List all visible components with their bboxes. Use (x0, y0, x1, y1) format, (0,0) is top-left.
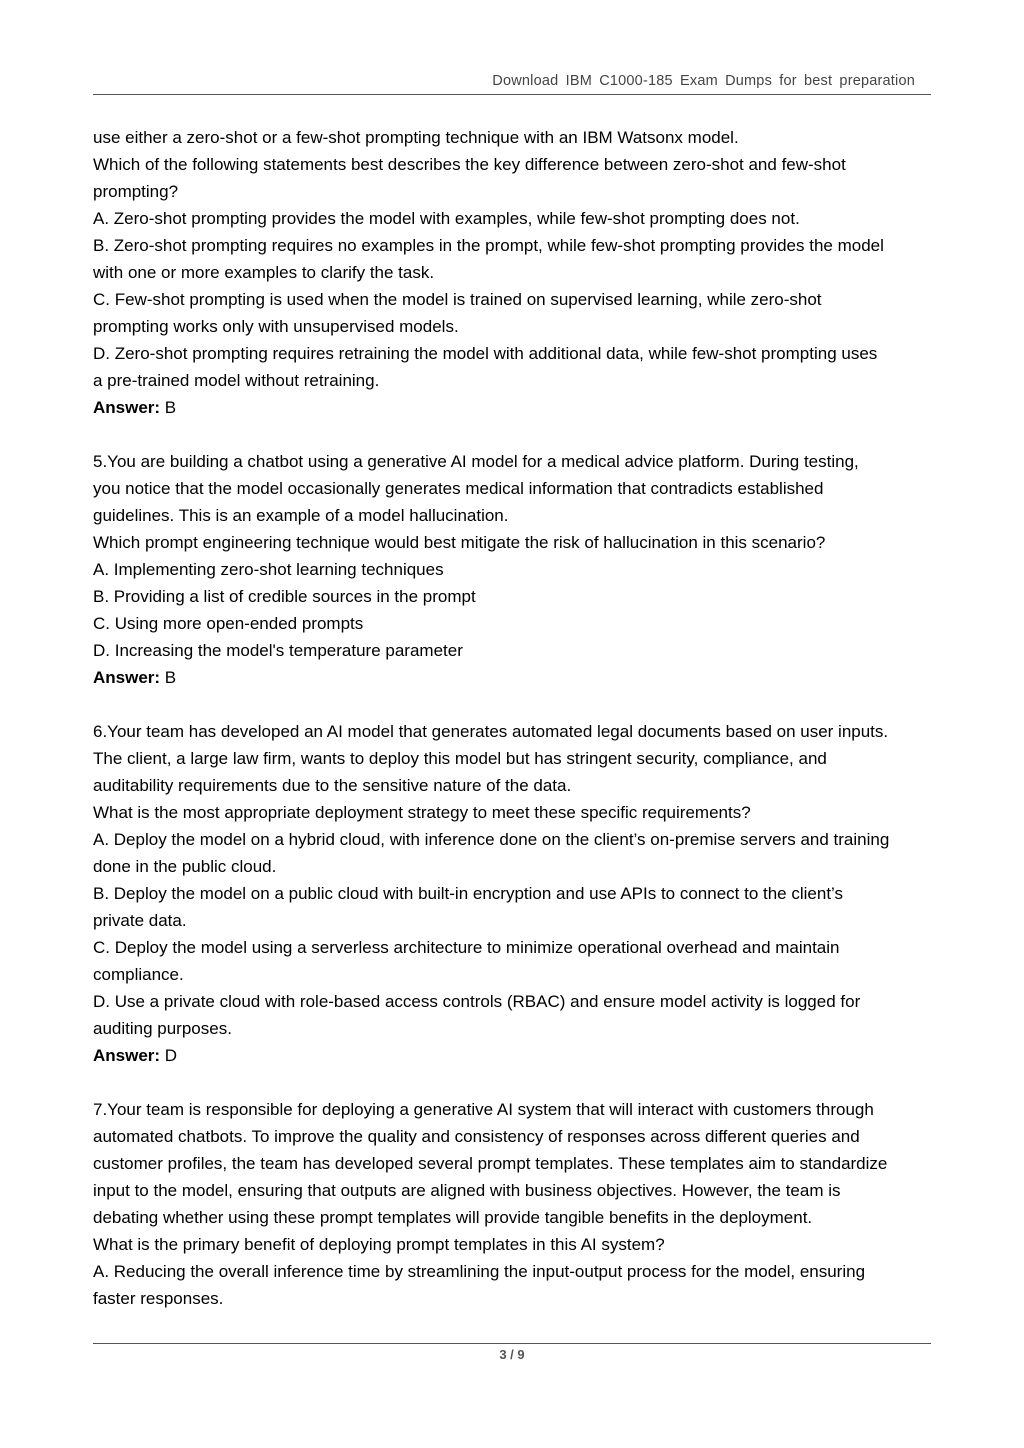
question-line: 6.Your team has developed an AI model that generates automated legal documents based on user inputs. (93, 722, 889, 741)
option-d-cont: a pre-trained model without retraining. (93, 371, 380, 390)
option-a: A. Implementing zero-shot learning techniques (93, 560, 444, 579)
option-d-cont: auditing purposes. (93, 1019, 232, 1038)
option-c: C. Using more open-ended prompts (93, 614, 364, 633)
option-c-cont: compliance. (93, 965, 184, 984)
question-line: automated chatbots. To improve the quality and consistency of responses across different queries and (93, 1127, 860, 1146)
page-content (93, 124, 933, 1312)
spacer (93, 691, 933, 718)
option-c: C. Deploy the model using a serverless architecture to minimize operational overhead and maintain (93, 938, 840, 957)
option-c: C. Few-shot prompting is used when the model is trained on supervised learning, while zero-shot (93, 290, 822, 309)
question-line: guidelines. This is an example of a model hallucination. (93, 506, 509, 525)
question-line: 5.You are building a chatbot using a generative AI model for a medical advice platform. During testing, (93, 452, 859, 471)
question-line: What is the primary benefit of deploying prompt templates in this AI system? (93, 1235, 665, 1254)
answer-value: B (160, 668, 177, 687)
question-line: input to the model, ensuring that outputs are aligned with business objectives. However, the team is (93, 1181, 841, 1200)
question-4-continuation (93, 124, 933, 421)
header-text: Download IBM C1000-185 Exam Dumps for best preparation (492, 73, 915, 89)
question-7 (93, 1096, 933, 1312)
option-a: A. Deploy the model on a hybrid cloud, with inference done on the client’s on-premise servers and training (93, 830, 890, 849)
answer-line (93, 664, 933, 691)
option-d: D. Use a private cloud with role-based access controls (RBAC) and ensure model activity is logged for (93, 992, 861, 1011)
answer-label: Answer: (93, 668, 161, 687)
option-a-cont: faster responses. (93, 1289, 224, 1308)
question-line: 7.Your team is responsible for deploying a generative AI system that will interact with customers through (93, 1100, 874, 1119)
answer-line (93, 394, 933, 421)
option-b: B. Zero-shot prompting requires no examples in the prompt, while few-shot prompting provides the model (93, 236, 884, 255)
option-d: D. Increasing the model's temperature parameter (93, 641, 463, 660)
question-line: you notice that the model occasionally generates medical information that contradicts established (93, 479, 824, 498)
page-header (93, 73, 931, 95)
text-line: use either a zero-shot or a few-shot prompting technique with an IBM Watsonx model. (93, 128, 739, 147)
footer-rule (93, 1343, 931, 1344)
question-line: The client, a large law firm, wants to deploy this model but has stringent security, compliance, and (93, 749, 827, 768)
question-line: Which prompt engineering technique would best mitigate the risk of hallucination in this scenario? (93, 533, 826, 552)
question-line: prompting? (93, 182, 179, 201)
spacer (93, 421, 933, 448)
option-b: B. Deploy the model on a public cloud with built-in encryption and use APIs to connect to the client’s (93, 884, 844, 903)
answer-label: Answer: (93, 398, 161, 417)
answer-value: B (160, 398, 177, 417)
question-line: customer profiles, the team has developed several prompt templates. These templates aim to standardize (93, 1154, 888, 1173)
option-d: D. Zero-shot prompting requires retraining the model with additional data, while few-shot prompting uses (93, 344, 878, 363)
answer-value: D (160, 1046, 178, 1065)
page-number: 3 / 9 (499, 1347, 525, 1362)
question-line: debating whether using these prompt templates will provide tangible benefits in the deployment. (93, 1208, 813, 1227)
answer-line (93, 1042, 933, 1069)
question-5 (93, 448, 933, 691)
answer-label: Answer: (93, 1046, 161, 1065)
option-b-cont: private data. (93, 911, 187, 930)
question-6 (93, 718, 933, 1069)
question-line: Which of the following statements best describes the key difference between zero-shot and few-shot (93, 155, 846, 174)
option-a-cont: done in the public cloud. (93, 857, 277, 876)
spacer (93, 1069, 933, 1096)
question-line: auditability requirements due to the sensitive nature of the data. (93, 776, 572, 795)
option-a: A. Zero-shot prompting provides the model with examples, while few-shot prompting does not. (93, 209, 800, 228)
option-c-cont: prompting works only with unsupervised models. (93, 317, 459, 336)
option-b-cont: with one or more examples to clarify the task. (93, 263, 435, 282)
option-b: B. Providing a list of credible sources in the prompt (93, 587, 476, 606)
question-line: What is the most appropriate deployment strategy to meet these specific requirements? (93, 803, 751, 822)
option-a: A. Reducing the overall inference time by streamlining the input-output process for the model, ensuring (93, 1262, 866, 1281)
